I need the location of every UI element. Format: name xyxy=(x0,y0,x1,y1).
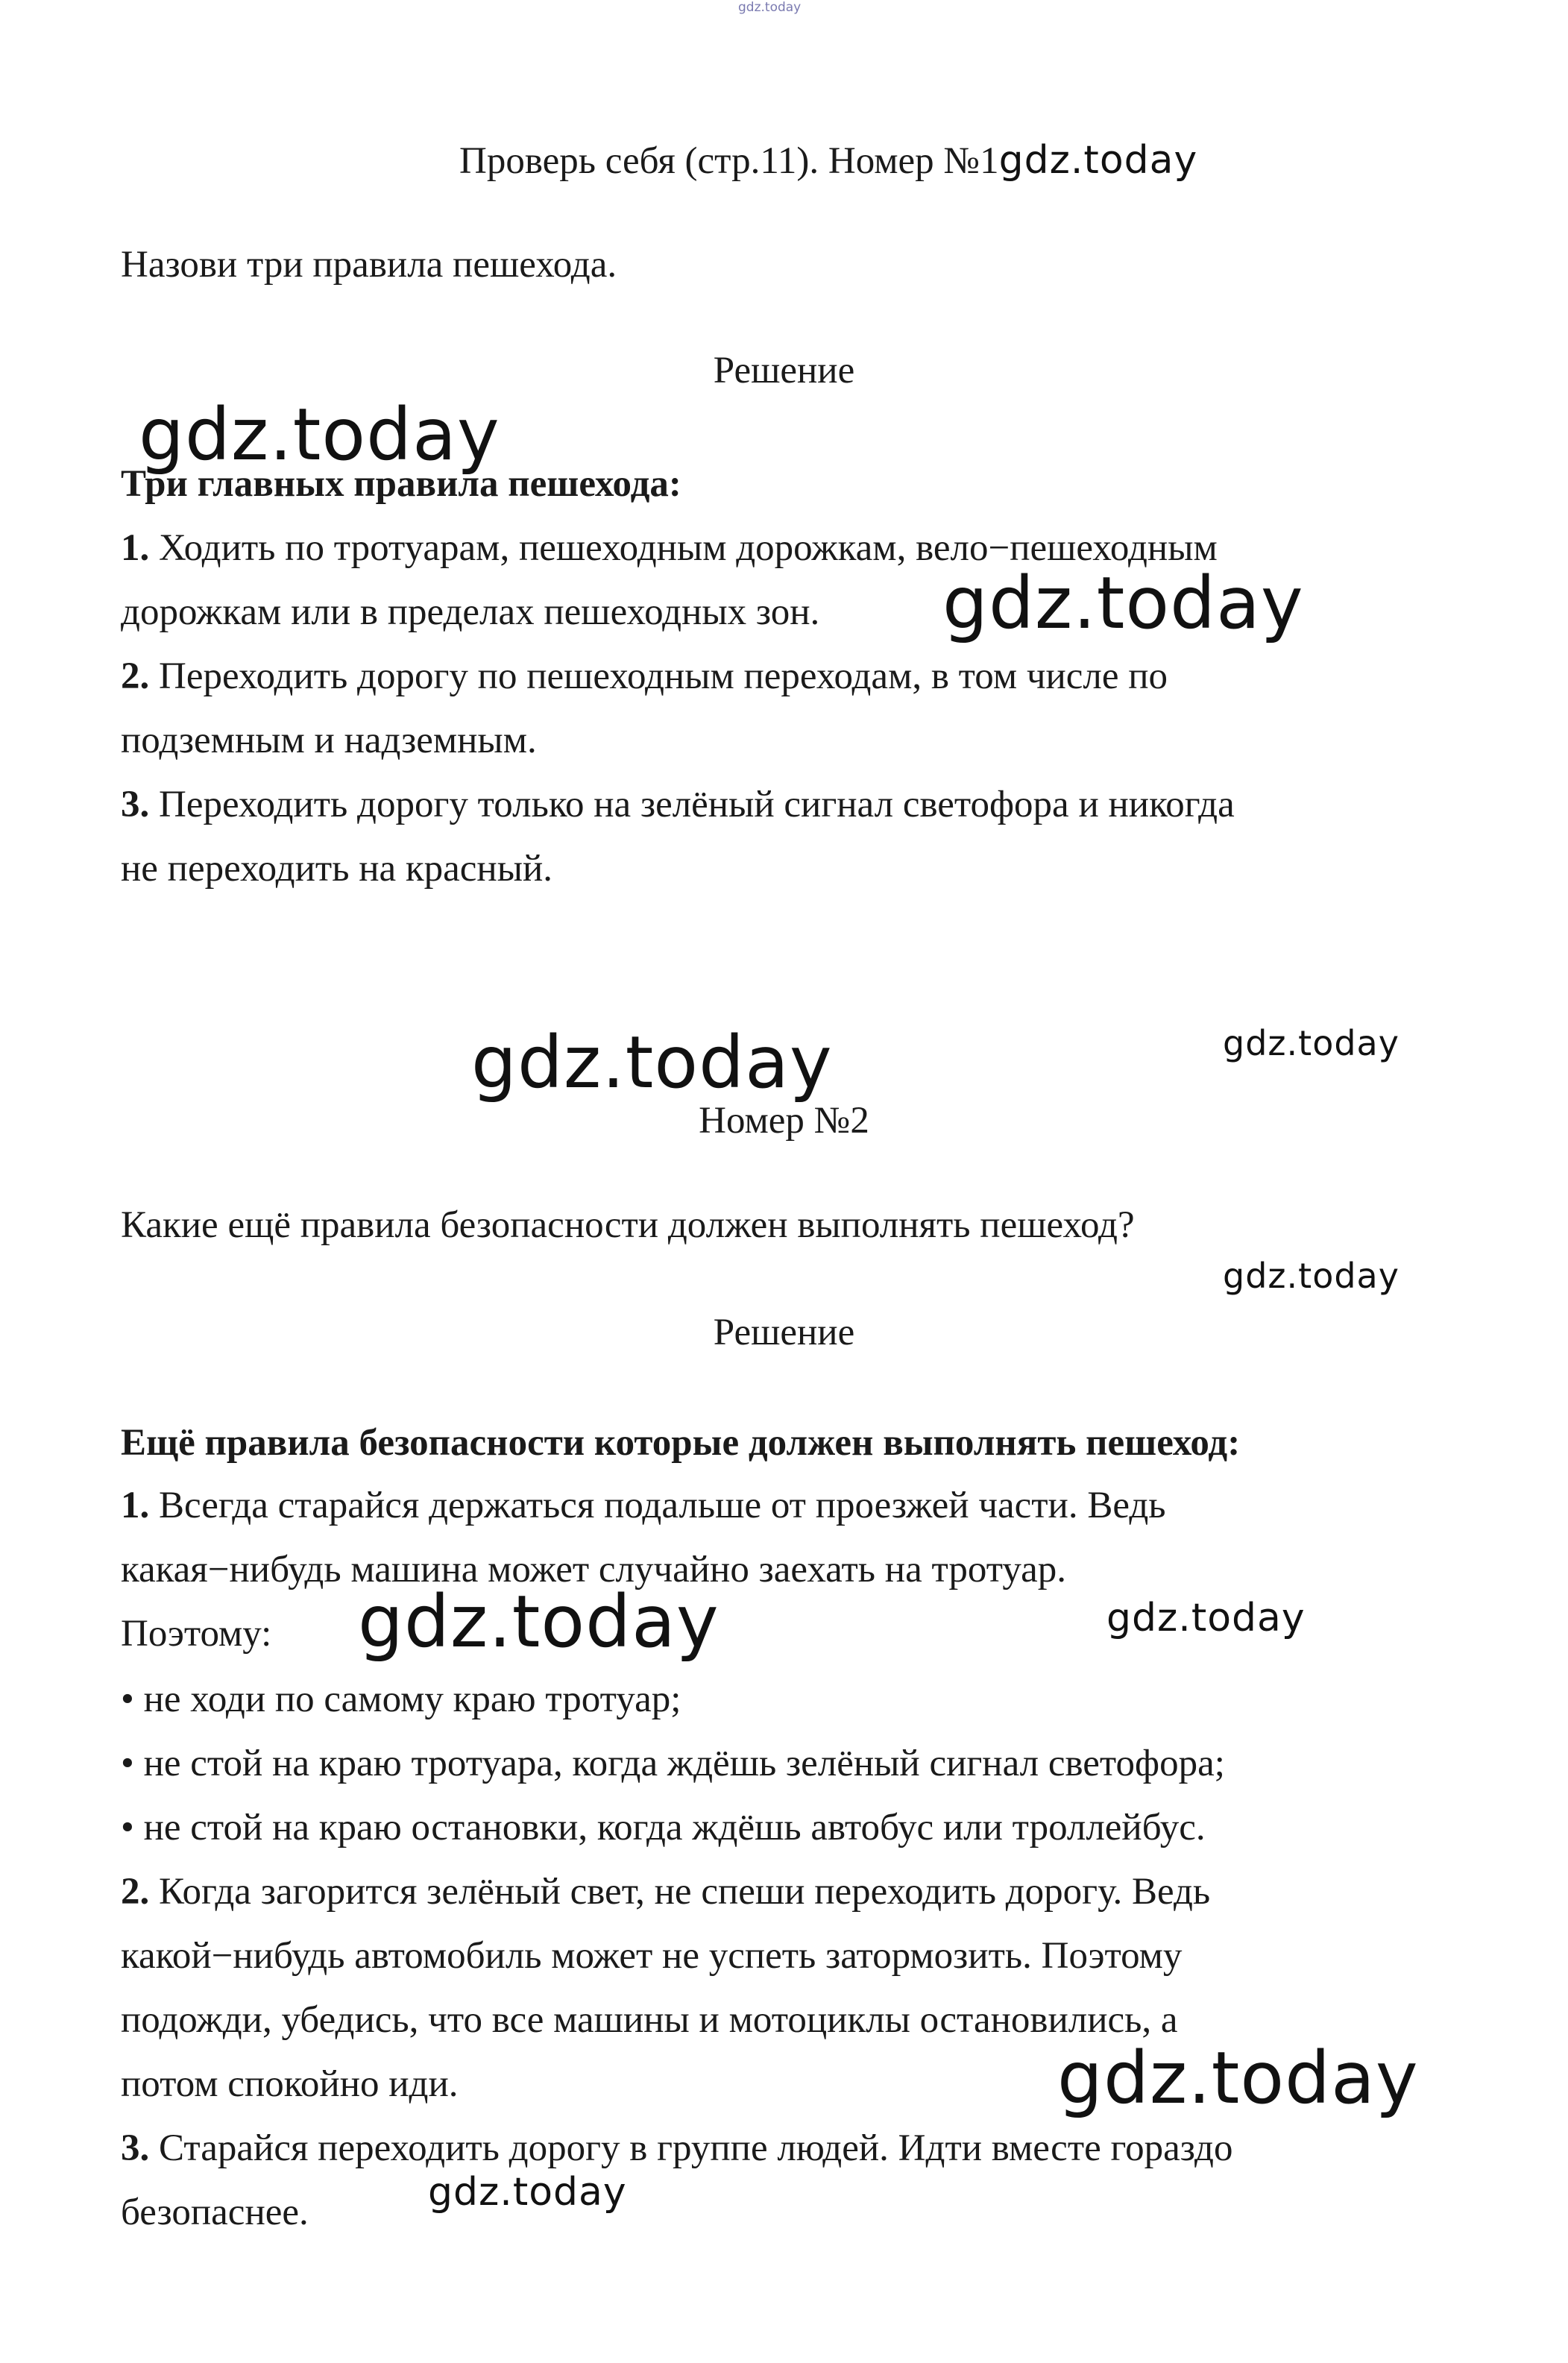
part2-solution-label: Решение xyxy=(713,1312,855,1353)
watermark-large: gdz.today xyxy=(1057,2036,1419,2120)
part1-rule2-line1 xyxy=(121,644,1168,708)
part1-rule1-line2 xyxy=(121,580,819,644)
rule-text: Ходить по тротуарам, пешеходным дорожкам, вело−пешеходным xyxy=(159,527,1218,569)
watermark-large: gdz.today xyxy=(471,1021,833,1104)
rule-text: подземным и надземным. xyxy=(121,720,537,761)
part2-rule1-line1 xyxy=(121,1473,1166,1538)
rule-number: 3. xyxy=(121,784,150,825)
part1-title-text: Проверь себя (стр.11). Номер №1 xyxy=(459,140,999,182)
part1-title xyxy=(459,128,1197,193)
part1-heading xyxy=(121,452,681,516)
watermark-small: gdz.today xyxy=(1223,1023,1399,1063)
rule-text: Старайся переходить дорогу в группе людей. Идти вместе гораздо xyxy=(159,2127,1233,2169)
part2-heading xyxy=(121,1411,1240,1475)
rule-text: Переходить дорогу только на зелёный сигнал светофора и никогда xyxy=(159,784,1235,825)
part1-rule3-line2 xyxy=(121,837,552,901)
rule-number: 3. xyxy=(121,2127,150,2169)
rule-number: 1. xyxy=(121,527,150,569)
part2-heading-text: Ещё правила безопасности которые должен выполнять пешеход: xyxy=(121,1422,1241,1464)
part1-rule3-line1 xyxy=(121,773,1235,837)
part2-question: Какие ещё правила безопасности должен выполнять пешеход? xyxy=(121,1204,1135,1246)
watermark-large: gdz.today xyxy=(358,1580,720,1664)
bullet-item: • не стой на краю тротуара, когда ждёшь зелёный сигнал светофора; xyxy=(121,1743,1225,1784)
watermark-inline: gdz.today xyxy=(998,138,1198,183)
rule-text: Переходить дорогу по пешеходным переходам, в том числе по xyxy=(159,655,1168,697)
rule-number: 2. xyxy=(121,655,150,697)
part2-rule2-line2: какой−нибудь автомобиль может не успеть затормозить. Поэтому xyxy=(121,1935,1183,1977)
part2-rule3-line1 xyxy=(121,2116,1232,2180)
watermark-small: gdz.today xyxy=(1223,1256,1399,1296)
part2-rule2-line3: подожди, убедись, что все машины и мотоциклы остановились, а xyxy=(121,1999,1178,2041)
part2-title: Номер №2 xyxy=(699,1100,869,1142)
part2-rule2-line4: потом спокойно иди. xyxy=(121,2063,459,2105)
part1-rule2-line2 xyxy=(121,708,537,773)
rule-text: дорожкам или в пределах пешеходных зон. xyxy=(121,591,820,633)
part1-heading-text: Три главных правила пешехода: xyxy=(121,463,681,505)
part1-question: Назови три правила пешехода. xyxy=(121,244,617,286)
rule-text: Когда загорится зелёный свет, не спеши переходить дорогу. Ведь xyxy=(159,1871,1211,1913)
rule-text: не переходить на красный. xyxy=(121,848,553,890)
bullet-item: • не ходи по самому краю тротуар; xyxy=(121,1678,681,1720)
watermark-large: gdz.today xyxy=(942,561,1304,645)
part1-solution-label: Решение xyxy=(713,350,855,391)
watermark-medium: gdz.today xyxy=(428,2170,627,2215)
part2-rule1-line2: какая−нибудь машина может случайно заехать на тротуар. xyxy=(121,1549,1067,1590)
rule-text: Всегда старайся держаться подальше от проезжей части. Ведь xyxy=(159,1485,1166,1526)
part2-rule2-line1 xyxy=(121,1860,1210,1924)
bullet-item: • не стой на краю остановки, когда ждёшь автобус или троллейбус. xyxy=(121,1807,1206,1848)
top-watermark: gdz.today xyxy=(738,0,802,15)
watermark-large: gdz.today xyxy=(139,393,500,476)
part2-rule3-line2: безопаснее. xyxy=(121,2191,309,2233)
rule-number: 1. xyxy=(121,1485,150,1526)
part2-rule1-line3: Поэтому: xyxy=(121,1613,272,1655)
watermark-medium: gdz.today xyxy=(1106,1596,1306,1640)
rule-number: 2. xyxy=(121,1871,150,1913)
